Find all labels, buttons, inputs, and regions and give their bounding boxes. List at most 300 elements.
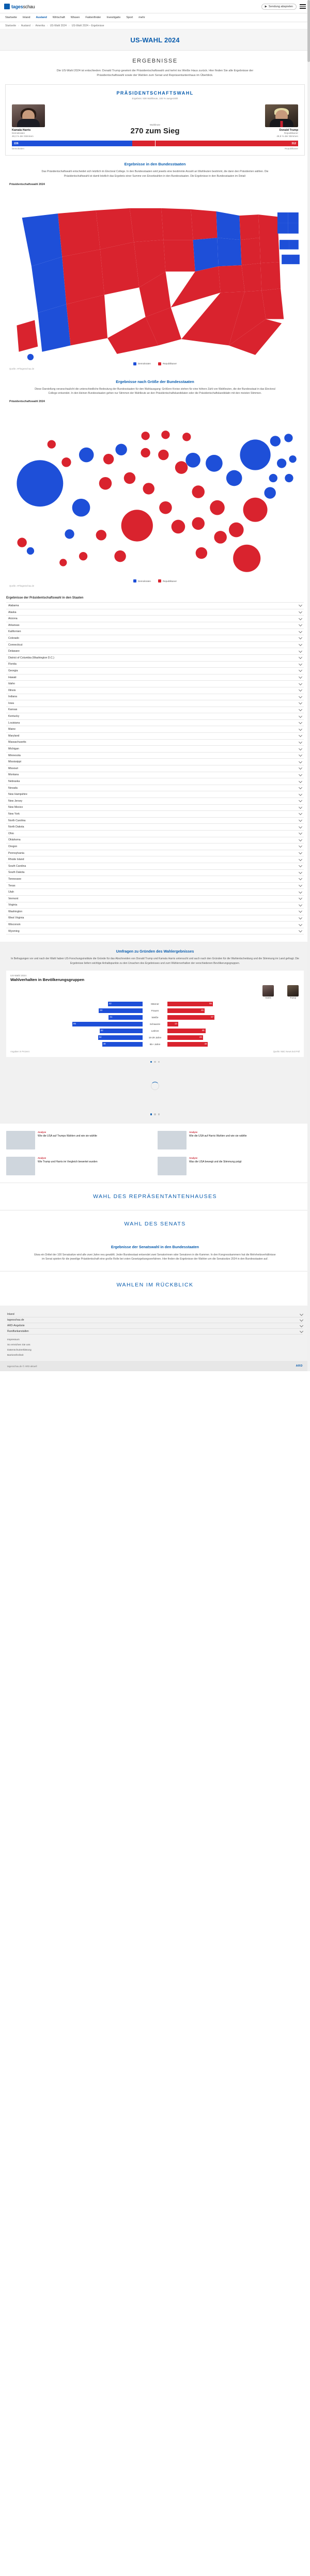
state-accordion-item[interactable] xyxy=(6,687,304,694)
chevron-down-icon xyxy=(299,870,302,874)
legend-dem: Demokraten xyxy=(137,362,151,365)
teaser-image-2 xyxy=(6,1157,35,1175)
chevron-down-icon xyxy=(299,903,302,907)
state-accordion-item[interactable] xyxy=(6,733,304,740)
state-accordion-item[interactable] xyxy=(6,896,304,902)
poll-bar-harris xyxy=(99,1008,143,1013)
state-accordion-item[interactable] xyxy=(6,765,304,772)
state-accordion-label: Vermont xyxy=(8,897,19,900)
state-accordion-label: Minnesota xyxy=(8,754,21,757)
state-accordion-item[interactable] xyxy=(6,622,304,629)
states-accordion-list xyxy=(6,602,304,934)
chevron-down-icon xyxy=(299,617,302,620)
chevron-down-icon xyxy=(299,662,302,666)
state-accordion-item[interactable] xyxy=(6,902,304,909)
poll-row xyxy=(10,1028,300,1034)
state-accordion-item[interactable] xyxy=(6,740,304,746)
state-accordion-label: Arkansas xyxy=(8,623,20,627)
hamburger-icon[interactable] xyxy=(300,4,306,8)
chevron-down-icon xyxy=(299,727,302,731)
trump-party: Republikaner xyxy=(284,132,298,135)
presidential-title: PRÄSIDENTSCHAFTSWAHL xyxy=(116,90,194,96)
state-accordion-label: North Dakota xyxy=(8,825,24,829)
trump-votes: 49,9 % der Stimmen xyxy=(276,135,298,138)
scrollbar-thumb[interactable] xyxy=(307,0,310,62)
state-accordion-item[interactable] xyxy=(6,655,304,662)
chevron-down-icon xyxy=(299,766,302,770)
page-scrollbar[interactable] xyxy=(307,0,310,1371)
poll-row-label: Schwarze xyxy=(149,1022,161,1025)
chevron-down-icon xyxy=(299,851,302,854)
bar-foot-left: Demokraten xyxy=(12,147,24,150)
poll-row-label: 18-29 Jahre xyxy=(148,1036,162,1039)
poll-value-harris: 41 xyxy=(110,1016,113,1019)
logo-text-secondary: schau xyxy=(23,4,35,9)
state-accordion-item[interactable] xyxy=(6,635,304,642)
senate-info-block xyxy=(0,1237,310,1271)
state-accordion-label: Pennsylvania xyxy=(8,851,24,855)
page-title-band xyxy=(0,29,310,51)
states-map-text: Das Präsidentschaftswahl entscheidet sich letztlich im Electoral College. In den Bundesstaaten wird jeweils eine bestimmte Anzahl an Wahlleuten bestimmt, die dann den Präsidenten wählen. Die Präsidentschaftswahl ist damit letztlich das Ergebnis einer Summe von Einzelwahlen in den Bundesstaaten. Die Ergebnisse in den Bundesstaaten im Detail: xyxy=(41,170,269,178)
chevron-down-icon xyxy=(299,773,302,776)
state-accordion-item[interactable] xyxy=(6,909,304,915)
state-accordion-label: Kalifornien xyxy=(8,630,21,634)
state-accordion-label: Arizona xyxy=(8,617,18,621)
candidate-harris xyxy=(12,104,45,137)
teaser-3[interactable] xyxy=(158,1157,304,1175)
poll-bar-harris xyxy=(102,1042,143,1047)
state-accordion-item[interactable] xyxy=(6,642,304,649)
bubble-map-source: Quelle: AP/tagesschau.de xyxy=(9,585,35,588)
breadcrumb-item-3[interactable]: US-Wahl 2024 xyxy=(50,24,67,27)
teaser-image-0 xyxy=(6,1131,35,1149)
electors-bar-dem: 226 xyxy=(12,141,132,146)
site-logo[interactable] xyxy=(4,4,35,9)
footer-bottom xyxy=(0,1361,310,1371)
footer-link-2[interactable]: Datenschutzerklärung xyxy=(7,1349,32,1352)
state-accordion-item[interactable] xyxy=(6,681,304,687)
state-accordion-item[interactable] xyxy=(6,707,304,714)
chevron-down-icon xyxy=(299,655,302,659)
electors-summary xyxy=(49,124,261,137)
states-accordion-title: Ergebnisse der Präsidentschaftswahl in den Staaten xyxy=(6,596,84,600)
senate-info-text: Etwa ein Drittel der 100 Senatssitze wird alle zwei Jahre neu gewählt. Jeder Bundesstaat entsendet zwei Senatorinnen oder Senatoren in die Kammer. In den Kongresskammern hat die Mehrheitsverhältnisse im Senat spielen für die jeweilige Präsidentschaft eine große Rolle bei voten Gesetzgebungsverfahren. Hier finden die Ergebnisse der Wahlen um die Senatssitze 2024 in den Bundesstaaten auf. xyxy=(34,1253,276,1261)
chevron-down-icon xyxy=(299,825,302,829)
state-accordion-label: Illinois xyxy=(8,688,16,692)
chevron-down-icon xyxy=(299,811,302,815)
poll-value-trump: 46 xyxy=(202,1029,205,1032)
state-accordion-label: West Virginia xyxy=(8,916,24,920)
house-section xyxy=(0,1183,310,1210)
state-accordion-item[interactable] xyxy=(6,856,304,863)
state-accordion-item[interactable] xyxy=(6,863,304,870)
pager2-dot-0[interactable] xyxy=(150,1113,152,1115)
poll-bar-harris xyxy=(100,1029,143,1033)
chevron-down-icon xyxy=(299,838,302,841)
chevron-down-icon xyxy=(299,923,302,926)
footer-row-label-3: Rundfunkanstalten xyxy=(7,1330,29,1333)
state-accordion-label: New Jersey xyxy=(8,799,23,803)
state-accordion-item[interactable] xyxy=(6,713,304,720)
state-accordion-label: Wisconsin xyxy=(8,923,21,927)
state-accordion-label: Alaska xyxy=(8,610,17,614)
nav-item-1[interactable]: Inland xyxy=(22,16,30,19)
presidential-meta: Ergebnis: 538 Wahlleute, 100 % ausgezählt xyxy=(132,97,178,100)
state-accordion-item[interactable] xyxy=(6,772,304,779)
state-accordion-item[interactable] xyxy=(6,616,304,622)
teaser-kicker-1: Analyse xyxy=(189,1130,198,1133)
state-accordion-label: Ohio xyxy=(8,832,14,835)
footer-row-1[interactable] xyxy=(7,1317,303,1323)
poll-bar-harris xyxy=(72,1022,143,1026)
state-accordion-label: Idaho xyxy=(8,682,15,686)
poll-value-harris: 42 xyxy=(109,1002,112,1005)
teaser-kicker-0: Analyse xyxy=(38,1130,47,1133)
state-accordion-item[interactable] xyxy=(6,778,304,785)
state-accordion-item[interactable] xyxy=(6,883,304,890)
chevron-down-icon xyxy=(299,695,302,698)
state-accordion-item[interactable] xyxy=(6,629,304,636)
poll-value-harris: 52 xyxy=(100,1029,103,1032)
state-accordion-item[interactable] xyxy=(6,648,304,655)
breadcrumb-item-0[interactable]: Startseite xyxy=(5,24,17,27)
state-accordion-label: Nevada xyxy=(8,786,18,790)
nav-item-2[interactable]: Ausland xyxy=(36,16,47,19)
breadcrumb: Startseite › Ausland › Amerika › US-Wahl 2024 › US-Wahl 2024 – Ergebnisse xyxy=(0,22,310,29)
states-map-label: Präsidentschaftswahl 2024 xyxy=(9,182,45,186)
chevron-down-icon xyxy=(299,877,302,880)
chevron-down-icon xyxy=(299,916,302,919)
footer-row-2[interactable] xyxy=(7,1323,303,1329)
state-accordion-label: Maine xyxy=(8,728,16,731)
footer-link-0[interactable]: Impressum xyxy=(7,1339,20,1342)
state-accordion-item[interactable] xyxy=(6,609,304,616)
bubble-legend-rep: Republikaner xyxy=(162,579,177,582)
bar-foot-right: Republikaner xyxy=(285,147,298,150)
poll-col-left: Harris xyxy=(265,996,271,999)
us-choropleth-map[interactable] xyxy=(7,187,303,361)
poll-value-trump: 49 xyxy=(204,1042,207,1046)
teaser-title-1: Wie die USA auf Harris Wahlen und wie sie wählte xyxy=(189,1134,247,1138)
breadcrumb-item-1[interactable]: Ausland xyxy=(21,24,30,27)
retrospective-section xyxy=(0,1271,310,1298)
chevron-down-icon xyxy=(299,909,302,913)
browser-topbar xyxy=(0,0,310,13)
poll-foot-right: Quelle: NBC News Exit Poll xyxy=(273,1050,300,1053)
state-accordion-item[interactable] xyxy=(6,798,304,805)
logo-square-icon xyxy=(4,4,10,9)
states-map-section xyxy=(0,156,310,373)
state-accordion-label: Virginia xyxy=(8,903,18,907)
house-heading: WAHL DES REPRÄSENTANTENHAUSES xyxy=(93,1193,217,1200)
state-accordion-label: Missouri xyxy=(8,766,19,770)
electors-bar-rep: 312 xyxy=(132,141,298,146)
state-accordion-label: Washington xyxy=(8,910,23,913)
presidential-result-card xyxy=(5,84,305,156)
teaser-0[interactable] xyxy=(6,1131,152,1149)
state-accordion-item[interactable] xyxy=(6,785,304,792)
poll-bar-harris xyxy=(109,1015,143,1020)
teaser-1[interactable] xyxy=(158,1131,304,1149)
chevron-down-icon xyxy=(299,708,302,711)
state-accordion-item[interactable] xyxy=(6,746,304,753)
state-accordion-label: Connecticut xyxy=(8,643,23,647)
poll-value-harris: 53 xyxy=(100,1009,103,1012)
chevron-down-icon xyxy=(299,714,302,718)
legend-rep: Republikaner xyxy=(162,362,177,365)
chevron-down-icon xyxy=(299,675,302,679)
poll-value-trump: 57 xyxy=(211,1016,214,1019)
senate-heading: WAHL DES SENATS xyxy=(124,1220,186,1227)
footer-row-0[interactable] xyxy=(7,1312,303,1317)
states-map-legend xyxy=(7,362,303,365)
chevron-down-icon xyxy=(299,603,302,607)
footer xyxy=(0,1306,310,1361)
poll-row-label: Frauen xyxy=(151,1009,159,1012)
logo-text-primary: tages xyxy=(11,4,23,9)
nav-item-0[interactable]: Startseite xyxy=(5,16,17,19)
poll-pager-secondary[interactable] xyxy=(6,1113,304,1115)
state-accordion-label: Rhode Island xyxy=(8,858,24,862)
chevron-down-icon xyxy=(299,610,302,614)
poll-row xyxy=(10,1001,300,1007)
state-accordion-item[interactable] xyxy=(6,831,304,837)
state-accordion-label: Utah xyxy=(8,891,14,894)
state-accordion-item[interactable] xyxy=(6,915,304,922)
polls-section xyxy=(0,942,310,1123)
us-bubble-map[interactable] xyxy=(7,404,303,578)
breadcrumb-item-2[interactable]: Amerika xyxy=(35,24,45,27)
nav-item-3[interactable]: Wirtschaft xyxy=(52,16,65,19)
loading-spinner-icon xyxy=(151,1082,159,1090)
state-accordion-label: South Carolina xyxy=(8,864,26,868)
footer-link-3[interactable]: Barrierefreiheit xyxy=(7,1354,24,1357)
state-accordion-label: Nebraska xyxy=(8,780,20,784)
results-intro-text: Die US-Wahl 2024 ist entschieden: Donald Trump gewinnt die Präsidentschaftswahl und kehrt ins Weiße Haus zurück. Hier finden Sie alle Ergebnisse der Präsidentschaftswahl sowie der Wahlen zum Senat und Repräsentantenhaus im Überblick. xyxy=(56,69,254,78)
chevron-down-icon xyxy=(299,682,302,685)
state-accordion-label: New Hampshire xyxy=(8,793,27,796)
pager-dot-1[interactable] xyxy=(154,1061,156,1063)
state-accordion-item[interactable] xyxy=(6,805,304,811)
state-accordion-item[interactable] xyxy=(6,753,304,759)
trump-name: Donald Trump xyxy=(279,129,298,132)
teaser-2[interactable] xyxy=(6,1157,152,1175)
footer-link-1[interactable]: So erreichen Sie uns xyxy=(7,1344,30,1347)
state-accordion-item[interactable] xyxy=(6,720,304,727)
pager2-dot-2[interactable] xyxy=(158,1113,160,1115)
teaser-title-2: Wie Trump und Harris im Vergleich bewertet wurden xyxy=(38,1160,98,1163)
state-accordion-item[interactable] xyxy=(6,668,304,674)
harris-name: Kamala Harris xyxy=(12,129,31,132)
bubble-map-legend xyxy=(7,579,303,582)
harris-party: Demokraten xyxy=(12,132,25,135)
nav-item-8[interactable]: mehr xyxy=(138,16,145,19)
chevron-down-icon xyxy=(299,864,302,867)
poll-row-label: Weiße xyxy=(151,1016,159,1019)
poll-row-label: Latinos xyxy=(151,1029,159,1032)
candidate-trump xyxy=(265,104,298,137)
results-heading: ERGEBNISSE xyxy=(132,58,178,64)
nav-item-4[interactable]: Wissen xyxy=(70,16,80,19)
states-map-source: Quelle: AP/tagesschau.de xyxy=(9,367,35,370)
chevron-down-icon xyxy=(300,1312,303,1316)
poll-row xyxy=(10,1041,300,1048)
state-accordion-label: Kansas xyxy=(8,708,18,712)
nav-item-6[interactable]: Investigativ xyxy=(106,16,121,19)
poll-bar-trump xyxy=(167,1008,205,1013)
electors-bar-wrap xyxy=(6,137,304,146)
state-accordion-item[interactable] xyxy=(6,811,304,818)
poll-col-right: Trump xyxy=(290,996,296,999)
bubble-map-section xyxy=(0,373,310,590)
electors-bar xyxy=(12,141,298,146)
chevron-down-icon xyxy=(299,779,302,783)
poll-kicker: US-Wahl 2024 xyxy=(10,974,27,977)
state-accordion-item[interactable] xyxy=(6,837,304,844)
state-accordion-item[interactable] xyxy=(6,603,304,609)
state-accordion-item[interactable] xyxy=(6,759,304,765)
poll-value-trump: 13 xyxy=(174,1022,177,1025)
chevron-down-icon xyxy=(299,929,302,932)
chevron-down-icon xyxy=(299,760,302,763)
bubble-map-label: Präsidentschaftswahl 2024 xyxy=(9,400,45,404)
poll-harris-thumb xyxy=(262,985,274,996)
chevron-down-icon xyxy=(299,818,302,822)
poll-rows xyxy=(10,1001,300,1048)
ard-logo: ARD xyxy=(296,1364,303,1368)
state-accordion-item[interactable] xyxy=(6,791,304,798)
state-accordion-label: Maryland xyxy=(8,734,20,738)
poll-bar-trump xyxy=(167,1015,214,1020)
poll-bar-harris xyxy=(98,1035,143,1040)
chevron-down-icon xyxy=(299,701,302,704)
state-accordion-label: South Dakota xyxy=(8,871,25,875)
state-accordion-label: Louisiana xyxy=(8,721,20,725)
state-accordion-item[interactable] xyxy=(6,876,304,883)
state-accordion-label: New York xyxy=(8,812,20,816)
poll-value-harris: 85 xyxy=(73,1022,76,1025)
state-accordion-label: New Mexico xyxy=(8,806,23,809)
play-icon: ▶ xyxy=(265,5,267,8)
state-accordion-item[interactable] xyxy=(6,818,304,824)
nav-item-5[interactable]: Faktenfinder xyxy=(85,16,101,19)
poll-value-trump: 43 xyxy=(199,1036,202,1039)
poll-candidate-headers xyxy=(10,985,300,999)
chevron-down-icon xyxy=(299,753,302,757)
state-accordion-label: Massachusetts xyxy=(8,741,26,744)
poll-row-label: 65+ Jahre xyxy=(149,1042,161,1046)
chevron-down-icon xyxy=(299,786,302,789)
state-accordion-item[interactable] xyxy=(6,870,304,877)
chevron-down-icon xyxy=(300,1329,303,1333)
chevron-down-icon xyxy=(299,720,302,724)
state-accordion-item[interactable] xyxy=(6,844,304,850)
teaser-title-0: Wie die USA auf Trumps Wahlen und wie sie wählte xyxy=(38,1134,97,1138)
poll-foot-left: Angaben in Prozent xyxy=(10,1050,29,1053)
teaser-kicker-2: Analyse xyxy=(38,1156,47,1159)
state-accordion-label: District of Columbia (Washington D.C.) xyxy=(8,656,54,660)
chevron-down-icon xyxy=(299,747,302,750)
play-broadcast-button[interactable] xyxy=(261,4,297,10)
poll-value-harris: 54 xyxy=(99,1036,102,1039)
poll-bar-trump xyxy=(167,1035,203,1040)
results-intro-section xyxy=(0,51,310,84)
state-accordion-label: Montana xyxy=(8,773,19,777)
state-accordion-item[interactable] xyxy=(6,922,304,928)
teaser-image-1 xyxy=(158,1131,187,1149)
teaser-row-1 xyxy=(0,1124,310,1157)
chevron-down-icon xyxy=(299,883,302,887)
trump-portrait-image xyxy=(265,104,298,127)
chevron-down-icon xyxy=(299,636,302,639)
footer-row-label-1: tagesschau.de xyxy=(7,1318,24,1322)
poll-bar-trump xyxy=(167,1002,213,1006)
state-accordion-label: Texas xyxy=(8,884,16,887)
footer-copyright: tagesschau.de © ARD-aktuell xyxy=(7,1364,37,1368)
play-broadcast-label: Sendung abspielen xyxy=(268,5,293,8)
polls-text: In Befragungen vor und nach der Wahl haben US-Forschungsinstitute die Gründe für das Abschneiden von Donald Trump und Kamala Harris untersucht und auch nach den Gründen für die Wahlentscheidung und die Stimmung im Land gefragt. Die Ergebnisse liefern wichtige Anhaltspunkte zu den Ursachen des Ergebnisses und zum Wählerverhalten der verschiedenen Bevölkerungsgruppen. xyxy=(11,957,299,965)
footer-links xyxy=(7,1335,303,1357)
poll-row xyxy=(10,1034,300,1041)
chevron-down-icon xyxy=(300,1318,303,1322)
chevron-down-icon xyxy=(299,890,302,894)
poll-value-harris: 49 xyxy=(103,1042,106,1046)
poll-card-title: Wahlverhalten in Bevölkerungsgruppen xyxy=(10,977,85,982)
chevron-down-icon xyxy=(299,630,302,633)
state-accordion-label: Oklahoma xyxy=(8,838,21,842)
senate-section xyxy=(0,1210,310,1237)
state-accordion-item[interactable] xyxy=(6,662,304,668)
state-accordion-item[interactable] xyxy=(6,889,304,896)
state-accordion-item[interactable] xyxy=(6,674,304,681)
teaser-title-3: Was die USA bewegt und die Stimmung prägt xyxy=(189,1160,242,1163)
state-accordion-item[interactable] xyxy=(6,726,304,733)
chevron-down-icon xyxy=(299,740,302,744)
presidential-card-header xyxy=(6,85,304,101)
chevron-down-icon xyxy=(299,844,302,848)
state-accordion-label: Mississippi xyxy=(8,760,22,764)
pager2-dot-1[interactable] xyxy=(154,1113,156,1115)
electors-needed: 270 zum Sieg xyxy=(130,127,180,136)
senate-info-title: Ergebnisse der Senatswahl in den Bundesstaaten xyxy=(111,1244,199,1249)
poll-row xyxy=(10,1007,300,1014)
footer-row-3[interactable] xyxy=(7,1329,303,1335)
state-accordion-item[interactable] xyxy=(6,928,304,935)
bubble-map-title: Ergebnisse nach Größe der Bundesstaaten xyxy=(116,379,194,384)
chevron-down-icon xyxy=(299,805,302,809)
state-accordion-item[interactable] xyxy=(6,824,304,831)
poll-bar-trump xyxy=(167,1022,178,1026)
nav-item-7[interactable]: Sport xyxy=(126,16,133,19)
main-nav xyxy=(0,13,310,22)
state-accordion-item[interactable] xyxy=(6,694,304,701)
state-accordion-label: Alabama xyxy=(8,604,19,607)
state-accordion-item[interactable] xyxy=(6,850,304,857)
state-accordion-label: Florida xyxy=(8,663,17,666)
chevron-down-icon xyxy=(300,1324,303,1327)
poll-row-label: Männer xyxy=(151,1002,159,1005)
state-accordion-label: Oregon xyxy=(8,845,18,848)
chevron-down-icon xyxy=(299,623,302,626)
poll-bar-trump xyxy=(167,1042,208,1047)
state-accordion-item[interactable] xyxy=(6,700,304,707)
chevron-down-icon xyxy=(299,733,302,737)
teaser-kicker-3: Analyse xyxy=(189,1156,198,1159)
state-accordion-label: Hawaii xyxy=(8,676,17,679)
state-accordion-label: Tennessee xyxy=(8,877,22,881)
state-accordion-label: Indiana xyxy=(8,695,18,699)
breadcrumb-item-4: US-Wahl 2024 – Ergebnisse xyxy=(71,24,104,27)
